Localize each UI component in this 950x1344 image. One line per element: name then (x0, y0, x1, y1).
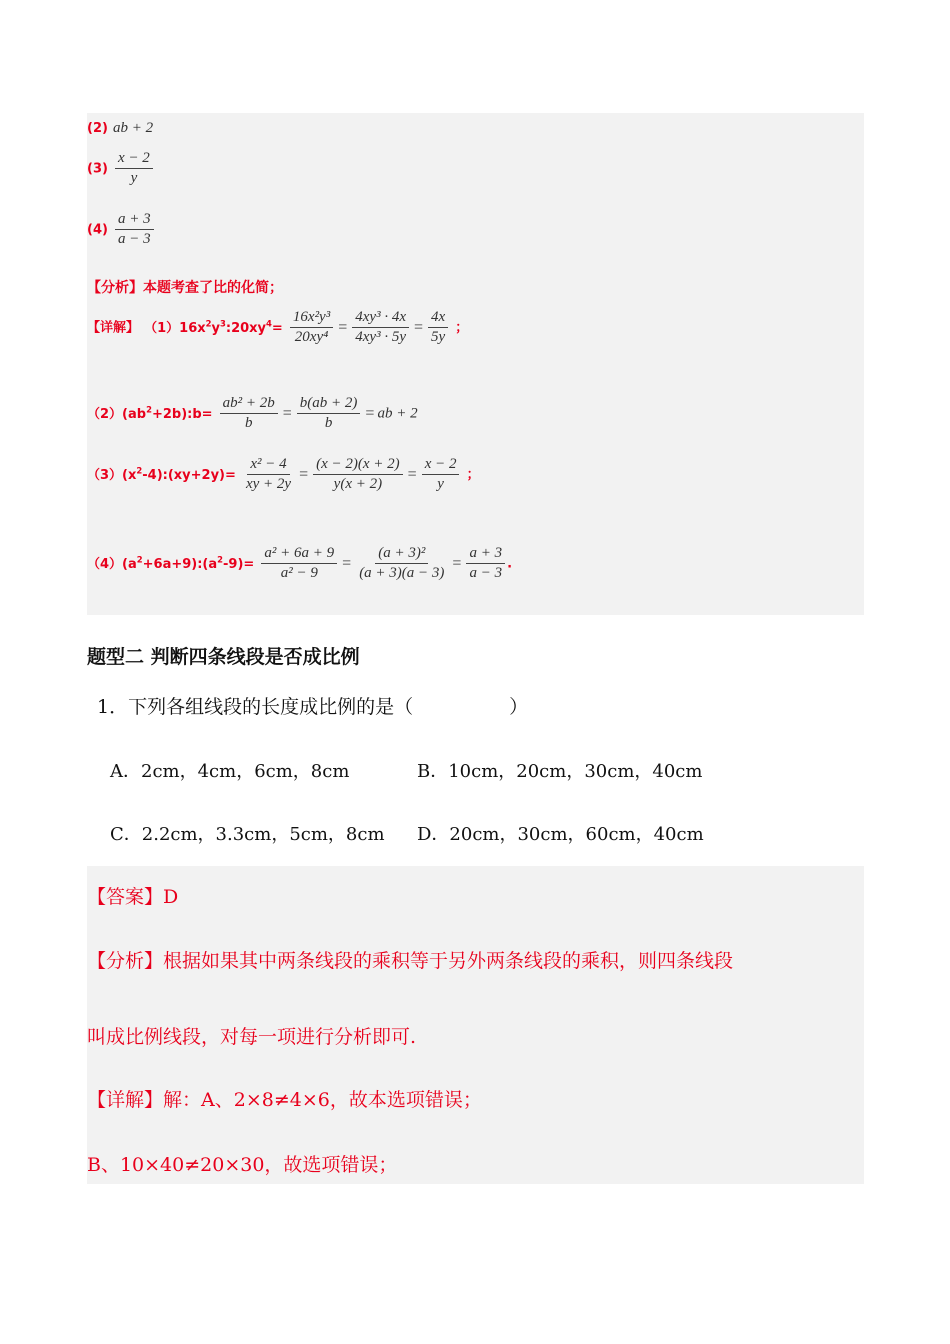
analysis-line-2: 叫成比例线段，对每一项进行分析即可. (87, 1026, 417, 1048)
detail-4: $(4)(a^2+6a+9):(a^2-9)=$ $\frac{\text{a² + 6a + 9}}{\text{a² − 9}}$ = $\frac{\text{(a + 3)²}}{(a + 3)(a - 3)}$ = $\frac{a + 3}{a - 3}$ . (87, 545, 513, 581)
item-3-fraction: $\frac{x - 2}{y}$ (115, 150, 153, 186)
analysis-1 (87, 277, 283, 297)
question-stem: 1．下列各组线段的长度成比例的是（ ） (97, 696, 529, 718)
detail-3: $(3)(x^2-4):(xy+2y)=$ $\frac{\text{x² − 4}}{xy + 2y}$ = $\frac{(x - 2)(x + 2)}{y(x + 2)}$ = $\frac{x - 2}{y}$ ； (87, 456, 480, 492)
detail-3-frac-3: $\frac{x - 2}{y}$ (422, 456, 460, 492)
detail-line-1: 【详解】解：A、2×8≠4×6，故本选项错误； (87, 1089, 482, 1111)
solution-block-1 (87, 113, 864, 615)
item-2-expr: ab + 2 (113, 120, 154, 136)
answer-value: D (163, 886, 179, 908)
answer-line: 【答案】D (87, 886, 179, 908)
detail-4-frac-1: $\frac{\text{a² + 6a + 9}}{\text{a² − 9}}$ (261, 545, 337, 581)
detail-4-frac-3: $\frac{a + 3}{a - 3}$ (466, 545, 505, 581)
detail-2-result: ab + 2 (377, 405, 418, 422)
detail-1: 【详解】 $(1)16x^2y^3:20xy^4=$ $\frac{\text{16x²y³}}{\text{20xy⁴}}$ = $\frac{\text{4xy³ · 4x}}{\text{4xy³ · 5y}}$ = $\frac{4x}{5y}$ ； (87, 309, 469, 345)
detail-3-prefix: $(3)(x^2-4):(xy+2y)=$ (87, 465, 236, 483)
item-4 (87, 211, 156, 247)
detail-2: $(2)(ab^2+2b):b=$ $\frac{\text{ab² + 2b}}{b}$ = $\frac{b(ab + 2)}{b}$ = ab + 2 (87, 395, 418, 431)
detail-3-frac-2: $\frac{(x - 2)(x + 2)}{y(x + 2)}$ (313, 456, 403, 492)
detail-1-frac-2: $\frac{\text{4xy³ · 4x}}{\text{4xy³ · 5y}}$ (352, 309, 409, 345)
item-2 (87, 117, 153, 137)
option-c: C．2.2cm，3.3cm，5cm，8cm (110, 824, 385, 845)
item-4-label: (4) (87, 222, 108, 238)
detail-2-frac-2: $\frac{b(ab + 2)}{b}$ (297, 395, 361, 431)
detail-tag: 【详解】 (87, 320, 140, 336)
detail-2-frac-1: $\frac{\text{ab² + 2b}}{b}$ (220, 395, 278, 431)
detail-4-prefix: $(4)(a^2+6a+9):(a^2-9)=$ (87, 554, 255, 572)
detail-2-prefix: $(2)(ab^2+2b):b=$ (87, 404, 213, 422)
detail-1-frac-3: $\frac{4x}{5y}$ (428, 309, 448, 345)
analysis-text: 本题考查了比的化简； (143, 280, 283, 296)
solution-block-2 (87, 866, 864, 1184)
section-title: 题型二 判断四条线段是否成比例 (87, 646, 360, 668)
detail-1-prefix: $(1)16x^2y^3:20xy^4=$ (144, 318, 283, 336)
item-3-label: (3) (87, 161, 108, 177)
analysis-tag: 【分析】 (87, 280, 143, 296)
option-a: A．2cm，4cm，6cm，8cm (110, 761, 350, 782)
detail-3-frac-1: $\frac{\text{x² − 4}}{xy + 2y}$ (245, 456, 292, 492)
item-3 (87, 150, 155, 186)
detail-line-2: B、10×40≠20×30，故选项错误； (87, 1154, 398, 1176)
analysis-line-1: 【分析】根据如果其中两条线段的乘积等于另外两条线段的乘积，则四条线段 (87, 950, 734, 972)
item-2-label: (2) (87, 121, 108, 136)
detail-1-frac-1: $\frac{\text{16x²y³}}{\text{20xy⁴}}$ (290, 309, 333, 345)
option-d: D．20cm，30cm，60cm，40cm (417, 824, 704, 845)
detail-4-frac-2: $\frac{\text{(a + 3)²}}{(a + 3)(a - 3)}$ (359, 545, 445, 581)
option-b: B．10cm，20cm，30cm，40cm (417, 761, 703, 782)
item-4-fraction: $\frac{a + 3}{a - 3}$ (115, 211, 154, 247)
